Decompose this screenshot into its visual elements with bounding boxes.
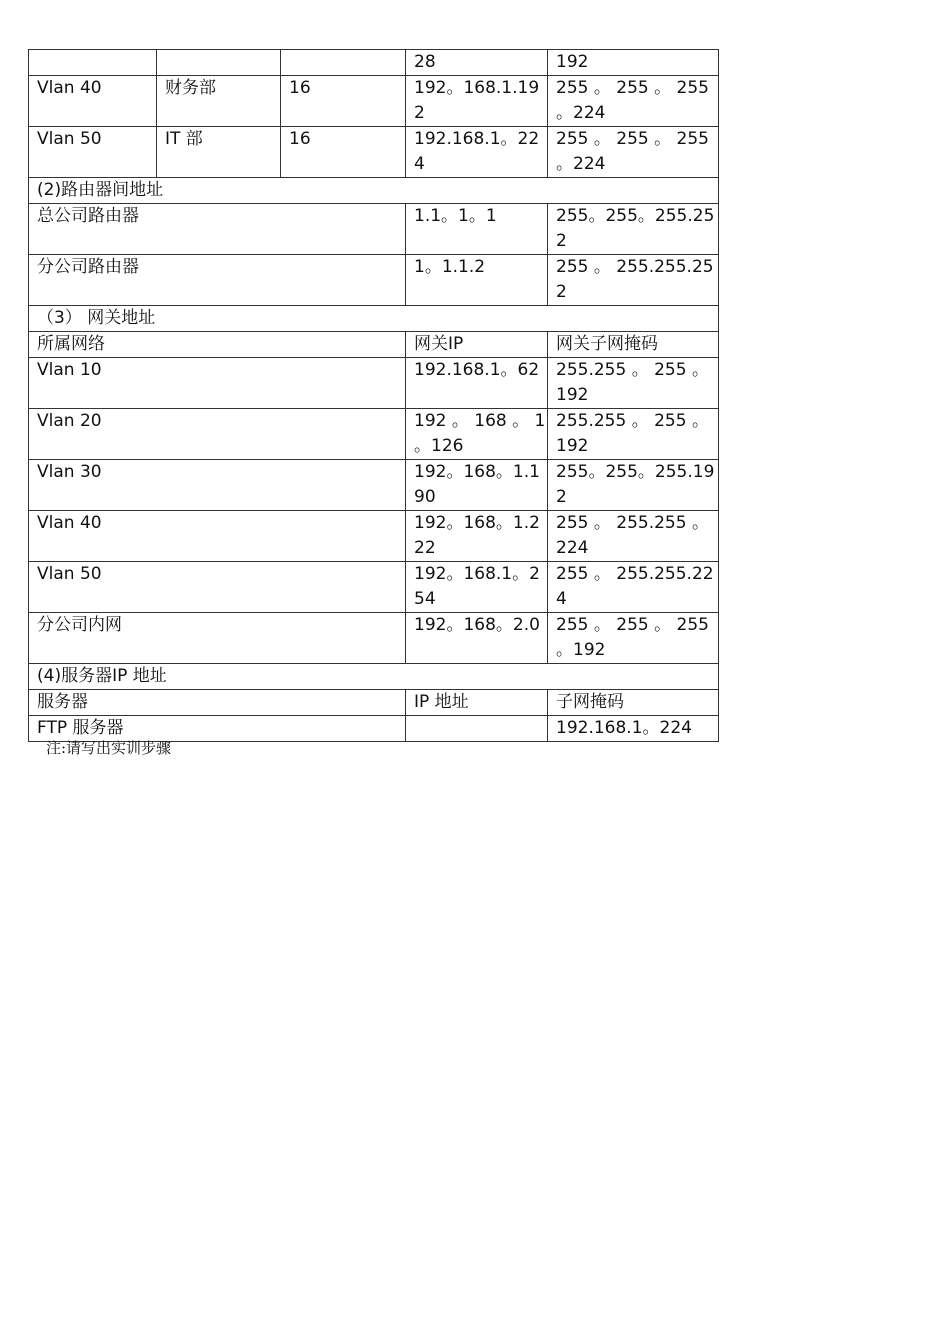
gateway-network-cell: Vlan 10 — [29, 358, 406, 409]
router-mask-cell: 255 。 255.255.252 — [548, 255, 719, 306]
gateway-ip-cell: 192。168.1。254 — [406, 562, 548, 613]
table-row — [29, 204, 719, 255]
server-mask-cell: 192.168.1。224 — [548, 716, 719, 742]
table-row — [29, 127, 719, 178]
gateway-network-cell: Vlan 20 — [29, 409, 406, 460]
router-name-cell: 总公司路由器 — [29, 204, 406, 255]
gateway-mask-cell: 255.255 。 255 。192 — [548, 409, 719, 460]
router-ip-cell: 1.1。1。1 — [406, 204, 548, 255]
gateway-network-cell: 分公司内网 — [29, 613, 406, 664]
server-ip-cell — [406, 716, 548, 742]
ip-address-table — [28, 49, 719, 742]
gateway-mask-header: 网关子网掩码 — [548, 332, 719, 358]
subnet-mask-cell: 255 。 255 。 255 。224 — [548, 127, 719, 178]
gateway-ip-cell: 192。168。2.0 — [406, 613, 548, 664]
department-cell: IT 部 — [157, 127, 281, 178]
server-ip-header: IP 地址 — [406, 690, 548, 716]
table-row — [29, 358, 719, 409]
network-ip-cell: 192.168.1。224 — [406, 127, 548, 178]
gateway-ip-cell: 192。168。1.222 — [406, 511, 548, 562]
vlan-cell: Vlan 40 — [29, 76, 157, 127]
gateway-ip-header: 网关IP — [406, 332, 548, 358]
vlan-cell: Vlan 50 — [29, 127, 157, 178]
gateway-ip-cell: 192.168.1。62 — [406, 358, 548, 409]
table-row — [29, 255, 719, 306]
router-ip-cell: 1。1.1.2 — [406, 255, 548, 306]
subnet-mask-cell: 255 。 255 。 255 。224 — [548, 76, 719, 127]
gateway-mask-cell: 255。255。255.192 — [548, 460, 719, 511]
server-section-title: (4)服务器IP 地址 — [29, 664, 719, 690]
table-row — [29, 76, 719, 127]
router-name-cell: 分公司路由器 — [29, 255, 406, 306]
server-name-cell: FTP 服务器 — [29, 716, 406, 742]
column-header-row — [29, 332, 719, 358]
table-row — [29, 511, 719, 562]
host-count-cell — [281, 50, 406, 76]
section-header-row — [29, 664, 719, 690]
host-count-cell: 16 — [281, 76, 406, 127]
section-header-row — [29, 306, 719, 332]
gateway-mask-cell: 255 。 255.255.224 — [548, 562, 719, 613]
network-ip-cell: 192。168.1.192 — [406, 76, 548, 127]
footnote: 注:请写出实训步骤 — [46, 739, 172, 757]
table-row — [29, 562, 719, 613]
subnet-mask-cell: 192 — [548, 50, 719, 76]
gateway-ip-cell: 192。168。1.190 — [406, 460, 548, 511]
gateway-network-cell: Vlan 40 — [29, 511, 406, 562]
router-mask-cell: 255。255。255.252 — [548, 204, 719, 255]
gateway-mask-cell: 255.255 。 255 。192 — [548, 358, 719, 409]
gateway-network-header: 所属网络 — [29, 332, 406, 358]
vlan-cell — [29, 50, 157, 76]
server-mask-header: 子网掩码 — [548, 690, 719, 716]
gateway-section-title: （3） 网关地址 — [29, 306, 719, 332]
gateway-mask-cell: 255 。 255.255 。224 — [548, 511, 719, 562]
table-row — [29, 460, 719, 511]
gateway-mask-cell: 255 。 255 。 255 。192 — [548, 613, 719, 664]
table-row — [29, 50, 719, 76]
gateway-ip-cell: 192 。 168 。 1 。126 — [406, 409, 548, 460]
host-count-cell: 16 — [281, 127, 406, 178]
column-header-row — [29, 690, 719, 716]
network-ip-cell: 28 — [406, 50, 548, 76]
router-section-title: (2)路由器间地址 — [29, 178, 719, 204]
gateway-network-cell: Vlan 50 — [29, 562, 406, 613]
table-row — [29, 613, 719, 664]
gateway-network-cell: Vlan 30 — [29, 460, 406, 511]
department-cell — [157, 50, 281, 76]
department-cell: 财务部 — [157, 76, 281, 127]
table-row — [29, 409, 719, 460]
server-header: 服务器 — [29, 690, 406, 716]
section-header-row — [29, 178, 719, 204]
